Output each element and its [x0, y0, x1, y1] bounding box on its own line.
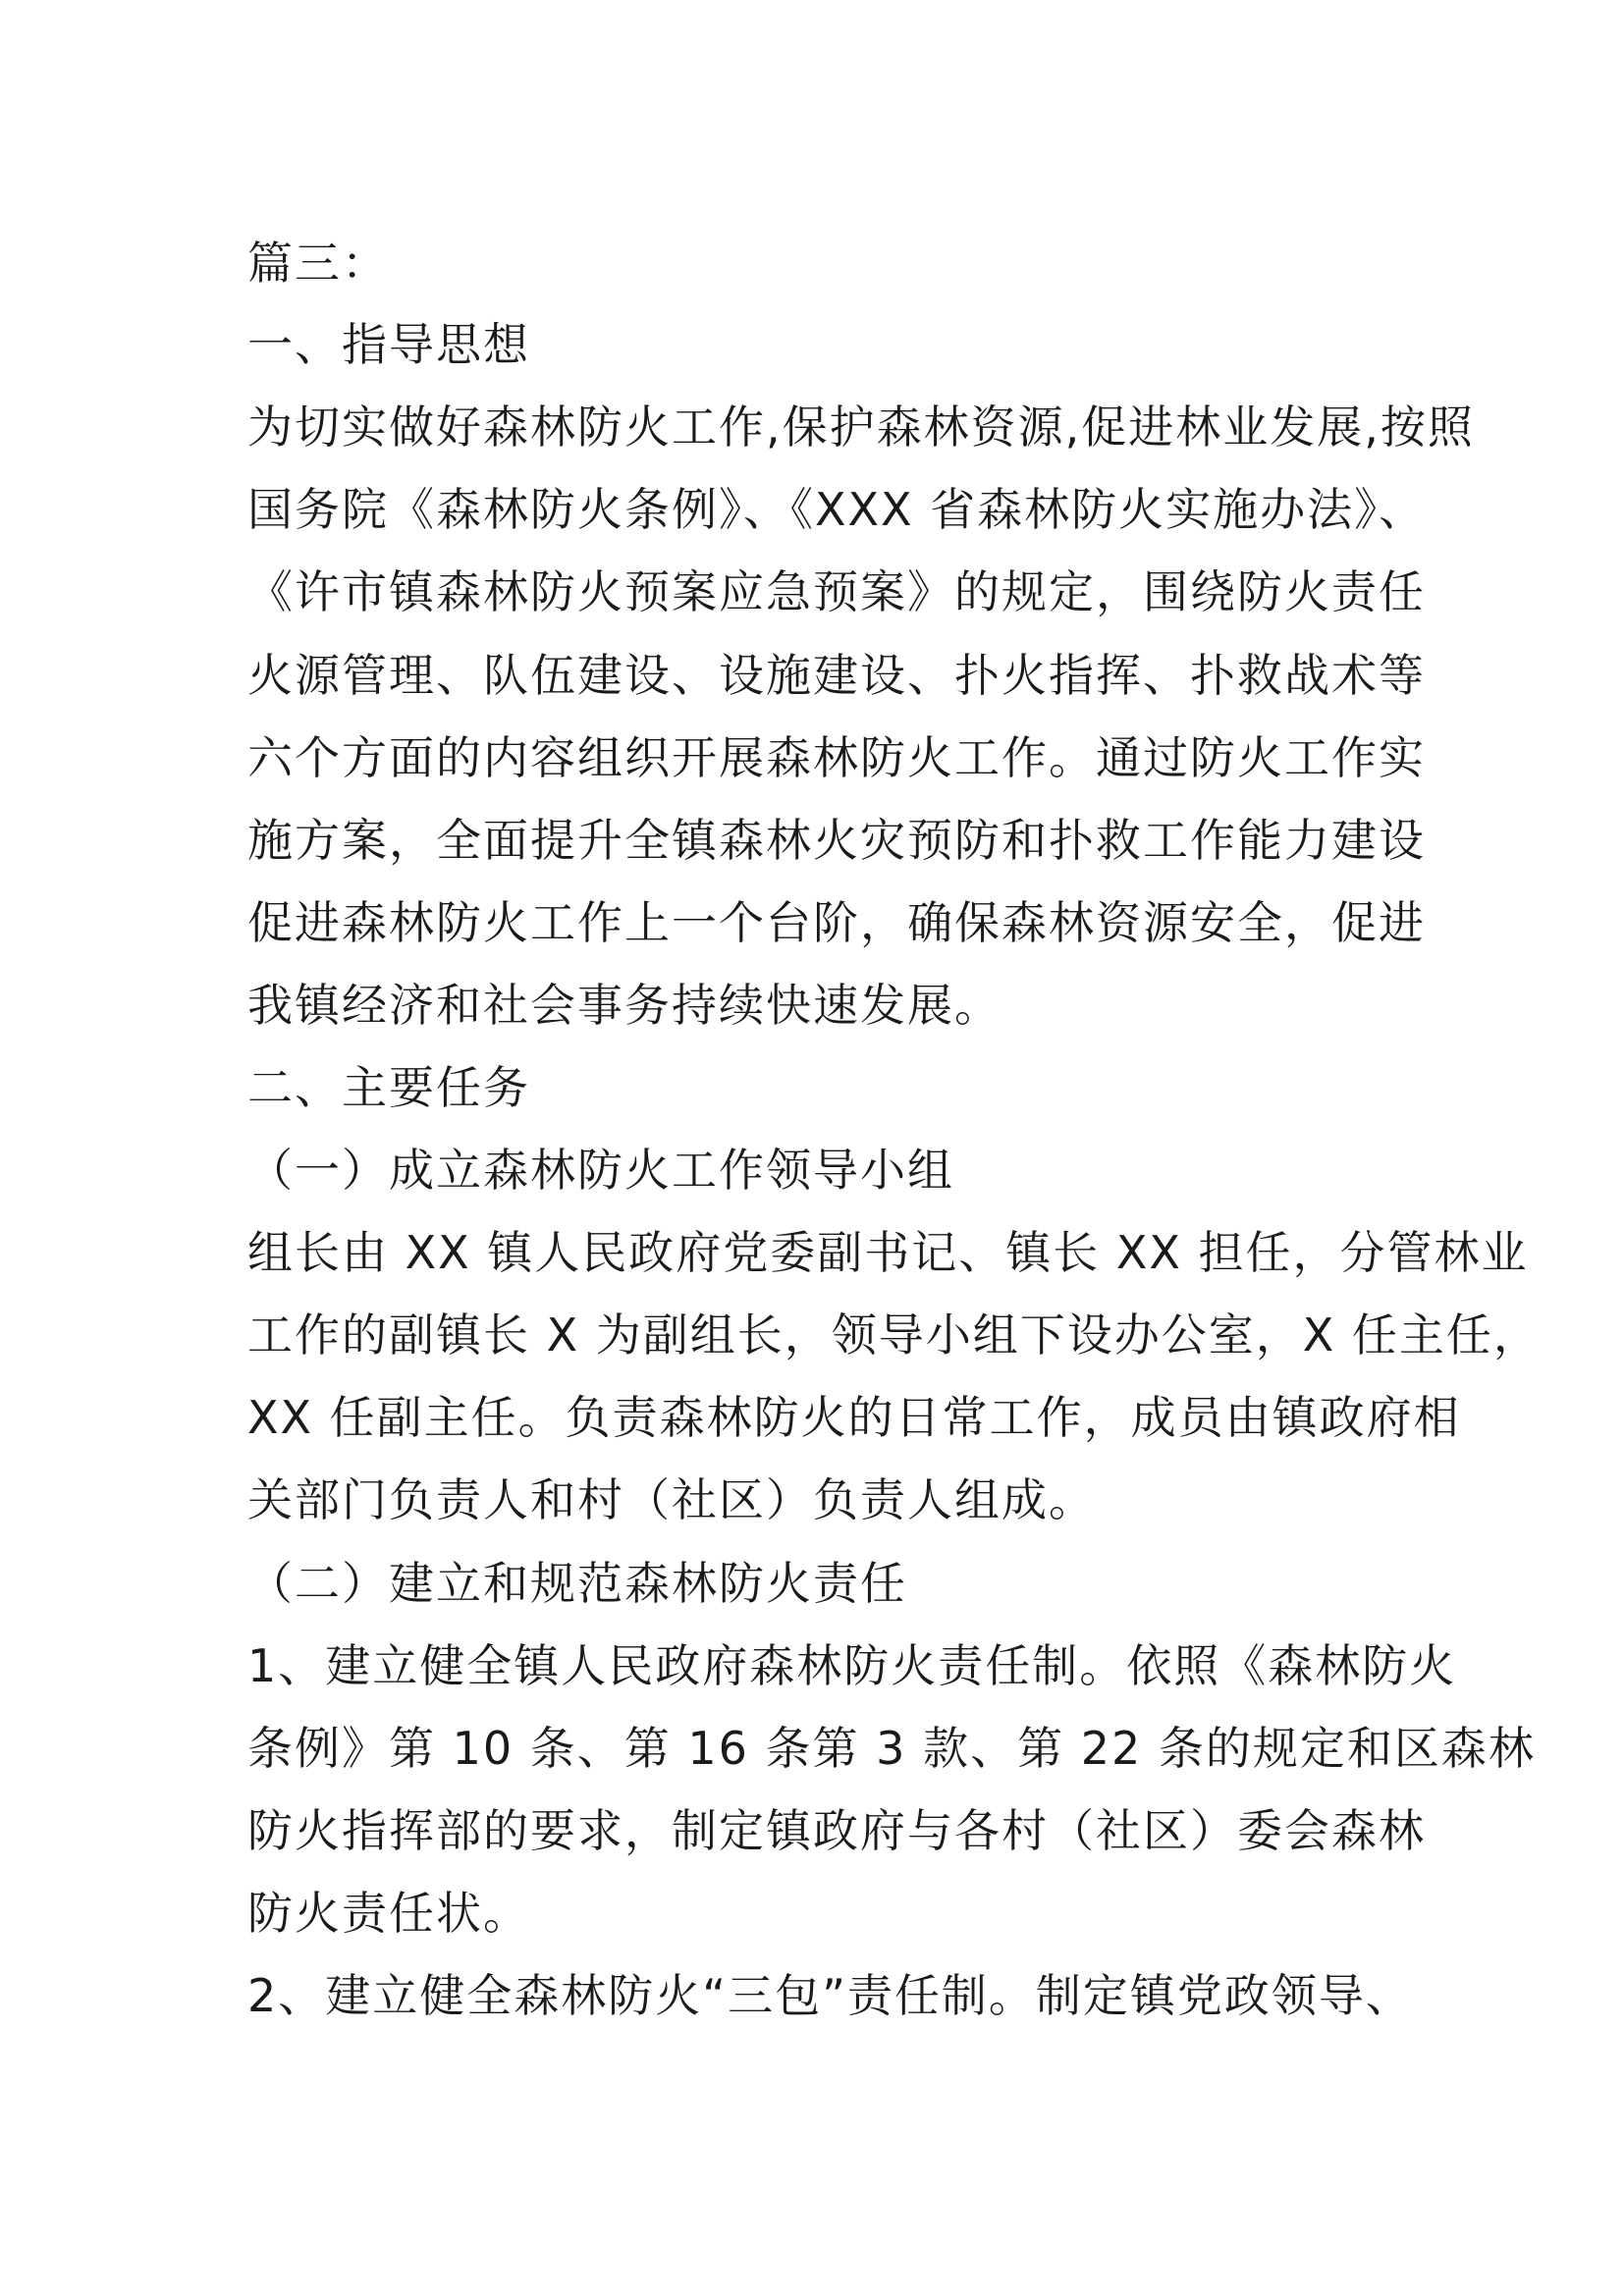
section-label: 篇三：: [247, 237, 389, 290]
paragraph-line: 《许市镇森林防火预案应急预案》的规定，围绕防火责任: [247, 565, 1426, 618]
heading-main-tasks: 二、主要任务: [247, 1061, 530, 1114]
paragraph-line: 为切实做好森林防火工作,保护森林资源,促进林业发展,按照: [247, 400, 1475, 454]
paragraph-line: 国务院《森林防火条例》、《XXX 省森林防火实施办法》、: [247, 483, 1427, 536]
paragraph-line: 1、建立健全镇人民政府森林防火责任制。依照《森林防火: [247, 1639, 1457, 1692]
paragraph-line: 组长由 XX 镇人民政府党委副书记、镇长 XX 担任，分管林业: [247, 1226, 1529, 1279]
paragraph-line: XX 任副主任。负责森林防火的日常工作，成员由镇政府相: [247, 1391, 1461, 1444]
paragraph-line: 我镇经济和社会事务持续快速发展。: [247, 979, 1001, 1032]
heading-guiding-ideology: 一、指导思想: [247, 318, 530, 371]
paragraph-line: 条例》第 10 条、第 16 条第 3 款、第 22 条的规定和区森林: [247, 1722, 1536, 1775]
paragraph-line: 六个方面的内容组织开展森林防火工作。通过防火工作实: [247, 731, 1426, 784]
paragraph-line: 防火责任状。: [247, 1887, 530, 1940]
paragraph-line: 关部门负责人和村（社区）负责人组成。: [247, 1473, 1096, 1526]
paragraph-line: 工作的副镇长 X 为副组长，领导小组下设办公室，X 任主任，: [247, 1308, 1541, 1362]
paragraph-line: 火源管理、队伍建设、设施建设、扑火指挥、扑救战术等: [247, 649, 1426, 702]
paragraph-line: 防火指挥部的要求，制定镇政府与各村（社区）委会森林: [247, 1804, 1426, 1857]
subheading-leadership-group: （一）成立森林防火工作领导小组: [247, 1144, 954, 1197]
paragraph-line: 促进森林防火工作上一个台阶，确保森林资源安全，促进: [247, 896, 1426, 949]
subheading-responsibility: （二）建立和规范森林防火责任: [247, 1557, 907, 1610]
paragraph-line: 2、建立健全森林防火“三包”责任制。制定镇党政领导、: [247, 1969, 1413, 2022]
paragraph-line: 施方案，全面提升全镇森林火灾预防和扑救工作能力建设: [247, 814, 1426, 867]
